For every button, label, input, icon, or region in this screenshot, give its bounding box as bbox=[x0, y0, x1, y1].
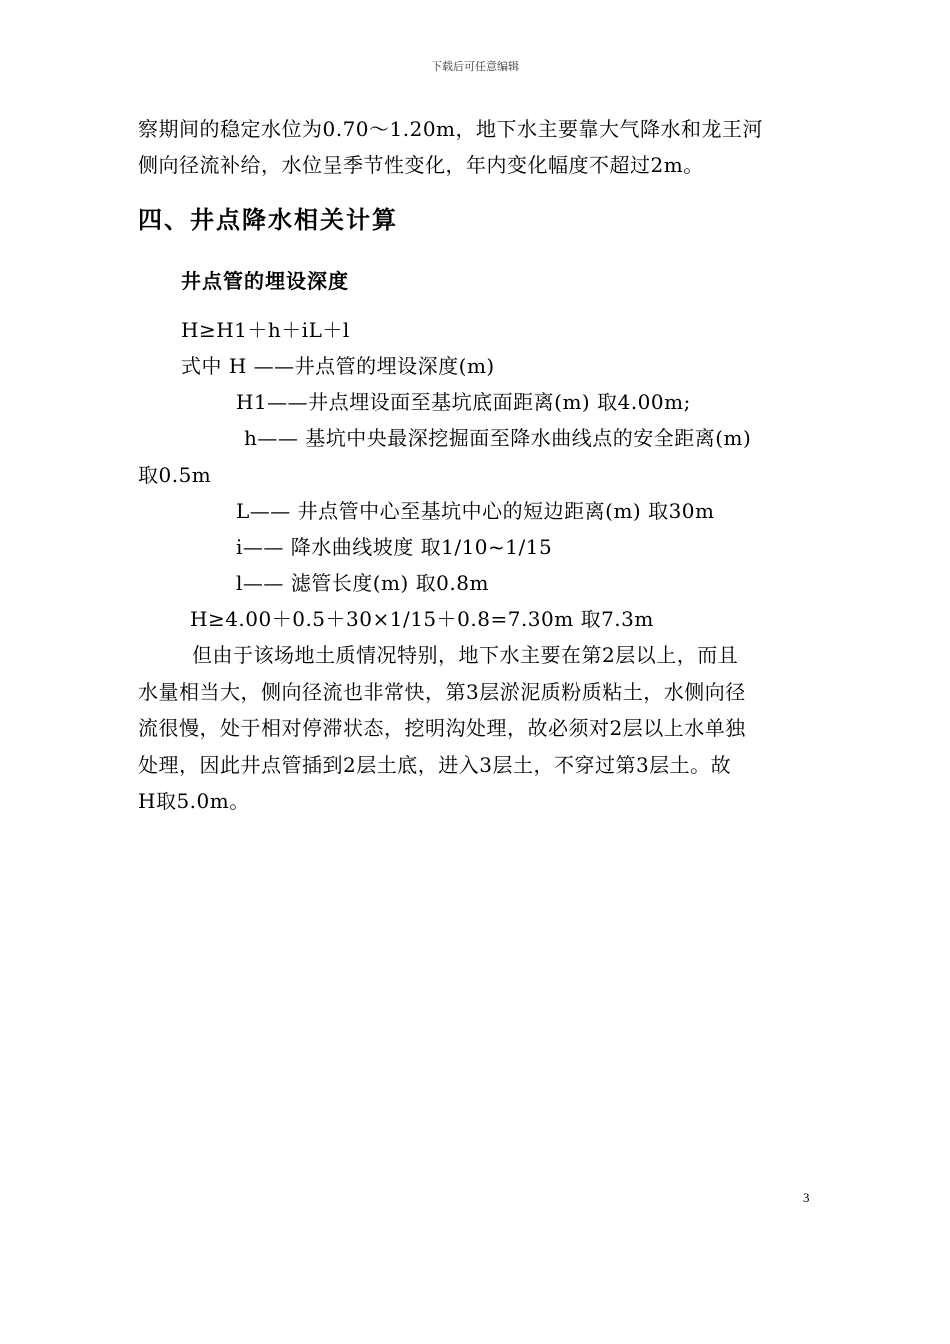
formula-where-H: 式中 H ——井点管的埋设深度(m) bbox=[181, 354, 495, 378]
formula-h-line-2: 取0.5m bbox=[138, 463, 212, 487]
formula-h-line-1: h—— 基坑中央最深挖掘面至降水曲线点的安全距离(m) bbox=[244, 426, 752, 450]
explanation-line-3: 流很慢，处于相对停滞状态，挖明沟处理，故必须对2层以上水单独 bbox=[138, 716, 746, 740]
formula-i: i—— 降水曲线坡度 取1/10~1/15 bbox=[236, 535, 553, 559]
explanation-line-2: 水量相当大，侧向径流也非常快，第3层淤泥质粉质粘土，水侧向径 bbox=[138, 680, 746, 704]
subsection-heading: 井点管的埋设深度 bbox=[181, 269, 349, 293]
section-heading: 四、井点降水相关计算 bbox=[138, 206, 398, 234]
explanation-line-5: H取5.0m。 bbox=[138, 789, 250, 813]
formula-L: L—— 井点管中心至基坑中心的短边距离(m) 取30m bbox=[236, 499, 715, 523]
formula-main: H≥H1＋h＋iL＋l bbox=[181, 318, 350, 342]
intro-line-1: 察期间的稳定水位为0.70～1.20m，地下水主要靠大气降水和龙王河 bbox=[138, 117, 764, 141]
header-note: 下载后可任意编辑 bbox=[431, 60, 519, 73]
explanation-line-4: 处理，因此井点管插到2层土底，进入3层土，不穿过第3层土。故 bbox=[138, 753, 732, 777]
page-number: 3 bbox=[803, 1190, 810, 1205]
intro-line-2: 侧向径流补给，水位呈季节性变化，年内变化幅度不超过2m。 bbox=[138, 153, 704, 177]
formula-H1: H1——井点埋设面至基坑底面距离(m) 取4.00m; bbox=[236, 390, 691, 414]
formula-l: l—— 滤管长度(m) 取0.8m bbox=[236, 571, 489, 595]
formula-result: H≥4.00＋0.5＋30×1/15＋0.8=7.30m 取7.3m bbox=[190, 607, 654, 631]
explanation-line-1: 但由于该场地土质情况特别，地下水主要在第2层以上，而且 bbox=[192, 643, 739, 667]
